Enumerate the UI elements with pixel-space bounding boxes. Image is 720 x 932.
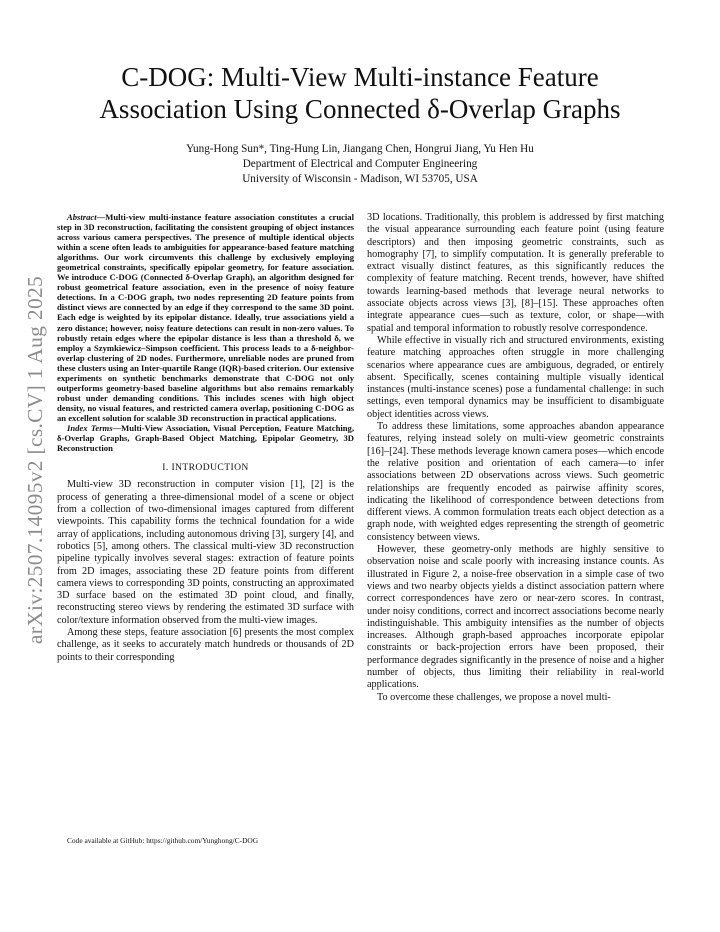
index-terms-paragraph	[57, 423, 354, 453]
intro-paragraph-2: Among these steps, feature association [6] presents the most complex challenge, as it seeks to accurately match hundreds or thousands of 2D points to their corresponding	[57, 626, 354, 663]
arxiv-identifier-stamp: arXiv:2507.14095v2 [cs.CV] 1 Aug 2025	[23, 275, 47, 645]
author-names: Yung-Hong Sun*, Ting-Hung Lin, Jiangang Chen, Hongrui Jiang, Yu Hen Hu	[186, 143, 534, 155]
abstract-paragraph	[57, 212, 354, 423]
author-department: Department of Electrical and Computer Engineering	[242, 158, 478, 170]
index-terms-body: —Multi-View Association, Visual Perception, Feature Matching, δ-Overlap Graphs, Graph-Based Object Matching, Epipolar Geometry, 3D Reconstruction	[57, 422, 354, 454]
paper-title	[40, 61, 680, 125]
title-line-2: Association Using Connected δ-Overlap Graphs	[99, 94, 621, 124]
index-terms-lead: Index Terms	[67, 422, 113, 433]
intro-paragraph-1: Multi-view 3D reconstruction in computer vision [1], [2] is the process of generating a three-dimensional model of a scene or object from a collection of two-dimensional images captured from different viewpoints. This capability forms the technical foundation for a wide array of applications, including autonomous driving [3], surgery [4], and robotics [5], among others. The classical multi-view 3D reconstruction pipeline typically involves several stages: extraction of feature points from 2D images, associating these 2D feature points from different camera views to corresponding 3D points, constructing an approximated 3D surface based on the estimated 3D point cloud, and finally, reconstructing stereo views by rendering the estimated 3D surface with color/texture information observed from the multi-view images.	[57, 479, 354, 626]
author-university: University of Wisconsin - Madison, WI 53705, USA	[242, 173, 478, 185]
intro-paragraph-5: To address these limitations, some approaches abandon appearance features, relying instead solely on multi-view geometric constraints [16]–[24]. These methods leverage known camera poses—which encode the relative position and orientation of each camera—to infer associations between 2D observations across views. Such geometric relationships are frequently encoded as pairwise affinity scores, indicating the likelihood of correspondence between detections from different views. A common formulation treats each object detection as a graph node, with weighted edges representing the strength of geometric consistency between views.	[367, 421, 664, 543]
author-block	[60, 142, 660, 187]
intro-paragraph-4: While effective in visually rich and structured environments, existing feature matching approaches often struggle in more challenging scenarios where appearance cues are ambiguous, degraded, or entirely absent. Specifically, scenes containing multiple visually identical instances (multi-instance scenes) pose a fundamental challenge: in such settings, even temporal dynamics may be insufficient to disambiguate object identities across views.	[367, 334, 664, 420]
right-column	[367, 212, 664, 704]
title-line-1: C-DOG: Multi-View Multi-instance Feature	[121, 62, 599, 92]
intro-paragraph-3: 3D locations. Traditionally, this problem is addressed by first matching the visual appearance surrounding each feature point (using feature descriptors) and then imposing geometric constraints, such as homography [7], to simplify computation. It is generally preferable to extract visually distinct features, as this significantly reduces the complexity of feature matching. Recent trends, however, have shifted towards learning-based methods that leverage neural networks to associate objects across views [3], [8]–[15]. These approaches often integrate appearance cues—such as texture, color, or shape—with spatial and temporal information to robustly resolve correspondence.	[367, 212, 664, 334]
abstract-body: —Multi-view multi-instance feature association constitutes a crucial step in 3D reconstruction, facilitating the consistent grouping of object instances across various camera perspectives. The presence of multiple identical objects within a scene often leads to ambiguities for appearance-based feature matching algorithms. Our work circumvents this challenge by exclusively employing geometrical constraints, specifically epipolar geometry, for feature association. We introduce C-DOG (Connected δ-Overlap Graph), an algorithm designed for robust geometrical feature association, even in the presence of noisy feature detections. In a C-DOG graph, two nodes representing 2D feature points from distinct views are connected by an edge if they correspond to the same 3D point. Each edge is weighted by its epipolar distance. Ideally, true associations yield a zero distance; however, noisy feature detections can result in non-zero values. To robustly retain edges where the epipolar distance is less than a threshold δ, we employ a Szymkiewicz–Simpson coefficient. This process leads to a δ-neighbor-overlap clustering of 2D nodes. Furthermore, unreliable nodes are pruned from these clusters using an Inter-quartile Range (IQR)-based criterion. Our extensive experiments on synthetic benchmarks demonstrate that C-DOG not only outperforms geometry-based baseline algorithms but also remains remarkably robust under demanding conditions. This includes scenes with high object density, no visual features, and restricted camera overlap, positioning C-DOG as an excellent solution for scalable 3D reconstruction in practical applications.	[57, 212, 354, 423]
section-heading-introduction: I. INTRODUCTION	[162, 462, 249, 474]
left-column	[57, 212, 354, 664]
code-footnote: Code available at GitHub: https://github.com/Yunghong/C-DOG	[67, 836, 259, 845]
intro-paragraph-6: However, these geometry-only methods are highly sensitive to observation noise and scale poorly with increasing instance counts. As illustrated in Figure 2, a noise-free observation in a simple case of two views and two nearby objects yields a distinct association pattern where correct correspondences have zero or near-zero scores. In contrast, under noisy conditions, correct and incorrect associations become nearly indistinguishable. This ambiguity intensifies as the number of objects increases. Although graph-based approaches incorporate epipolar constraints or back-projection errors have been proposed, their performance degrades significantly in the presence of noise and a higher number of objects, thus limiting their reliability in real-world applications.	[367, 544, 664, 691]
abstract	[57, 212, 354, 453]
intro-paragraph-7: To overcome these challenges, we propose a novel multi-	[377, 691, 611, 703]
abstract-lead: Abstract	[67, 212, 97, 222]
